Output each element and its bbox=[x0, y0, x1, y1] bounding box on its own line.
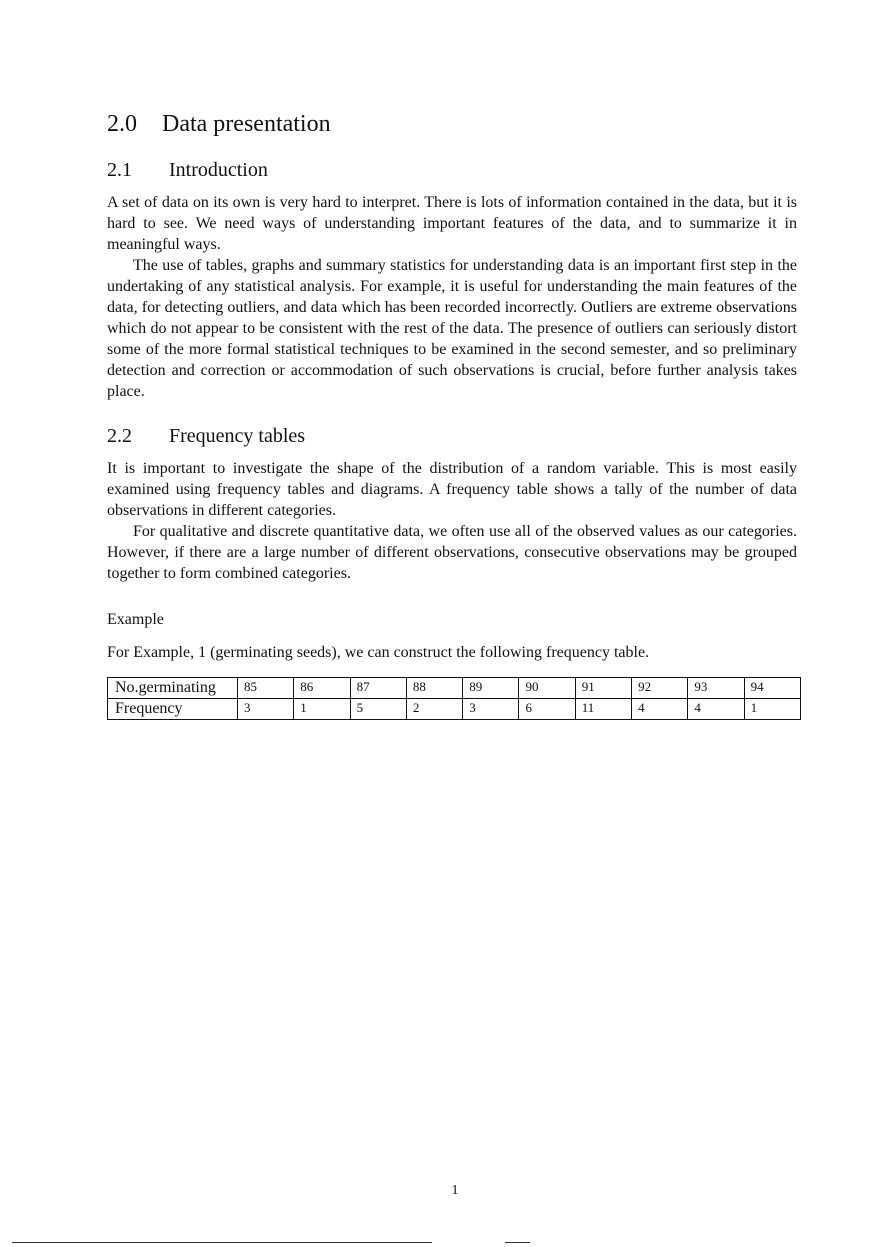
table-row bbox=[108, 699, 801, 720]
table-cell: 92 bbox=[632, 678, 688, 699]
table-cell: 93 bbox=[688, 678, 744, 699]
table-cell: 85 bbox=[238, 678, 294, 699]
table-cell: 94 bbox=[744, 678, 800, 699]
table-cell: 91 bbox=[575, 678, 631, 699]
table-cell: 89 bbox=[463, 678, 519, 699]
table-cell: 5 bbox=[350, 699, 406, 720]
table-cell: 87 bbox=[350, 678, 406, 699]
example-text: For Example, 1 (germinating seeds), we can construct the following frequency table. bbox=[107, 644, 650, 661]
page-number: 1 bbox=[451, 1183, 459, 1198]
table-cell: 2 bbox=[406, 699, 462, 720]
table-cell: 3 bbox=[238, 699, 294, 720]
intro-paragraph-2: The use of tables, graphs and summary statistics for understanding data is an important first step in the undertaking of any statistical analysis. For example, it is useful for understanding the main features of the data, for detecting outliers, and data which has been recorded incorrectly. Outliers are extreme observations which do not appear to be consistent with the rest of the data. The presence of outliers can seriously distort some of the more formal statistical techniques to be examined in the second semester, and so preliminary detection and correction or accommodation of such observations is crucial, before further analysis takes place. bbox=[107, 257, 797, 400]
table-cell: 1 bbox=[744, 699, 800, 720]
table-cell: 90 bbox=[519, 678, 575, 699]
subsection-heading-frequency-tables bbox=[107, 422, 797, 450]
subsection-heading-introduction bbox=[107, 156, 797, 184]
example-label: Example bbox=[107, 611, 164, 628]
subsection-number: 2.1 bbox=[107, 159, 132, 181]
table-cell: 88 bbox=[406, 678, 462, 699]
table-cell: 1 bbox=[294, 699, 350, 720]
table-cell: 86 bbox=[294, 678, 350, 699]
document-page bbox=[107, 108, 797, 720]
subsection-title: Introduction bbox=[169, 159, 268, 181]
table-cell: 6 bbox=[519, 699, 575, 720]
frequency-table bbox=[107, 677, 801, 720]
subsection-number: 2.2 bbox=[107, 425, 132, 447]
freq-paragraph-2: For qualitative and discrete quantitative data, we often use all of the observed values as our categories. However, if there are a large number of different observations, consecutive observations may be grouped together to form combined categories. bbox=[107, 523, 797, 582]
table-cell: 4 bbox=[688, 699, 744, 720]
section-number: 2.0 bbox=[107, 111, 137, 137]
table-cell: 11 bbox=[575, 699, 631, 720]
intro-paragraph-1: A set of data on its own is very hard to interpret. There is lots of information contained in the data, but it is hard to see. We need ways of understanding important features of the data, and to summarize it in meaningful ways. bbox=[107, 194, 797, 253]
section-heading bbox=[107, 108, 797, 140]
freq-paragraph-1: It is important to investigate the shape of the distribution of a random variable. This is most easily examined using frequency tables and diagrams. A frequency table shows a tally of the number of data observations in different categories. bbox=[107, 460, 797, 519]
footer-rule bbox=[12, 1242, 432, 1243]
row-header-frequency: Frequency bbox=[108, 699, 238, 720]
section-title: Data presentation bbox=[162, 111, 331, 137]
table-row bbox=[108, 678, 801, 699]
subsection-title: Frequency tables bbox=[169, 425, 306, 447]
row-header-no-germinating: No.germinating bbox=[108, 678, 238, 699]
table-cell: 3 bbox=[463, 699, 519, 720]
table-cell: 4 bbox=[632, 699, 688, 720]
footer-rule-short bbox=[505, 1242, 530, 1243]
